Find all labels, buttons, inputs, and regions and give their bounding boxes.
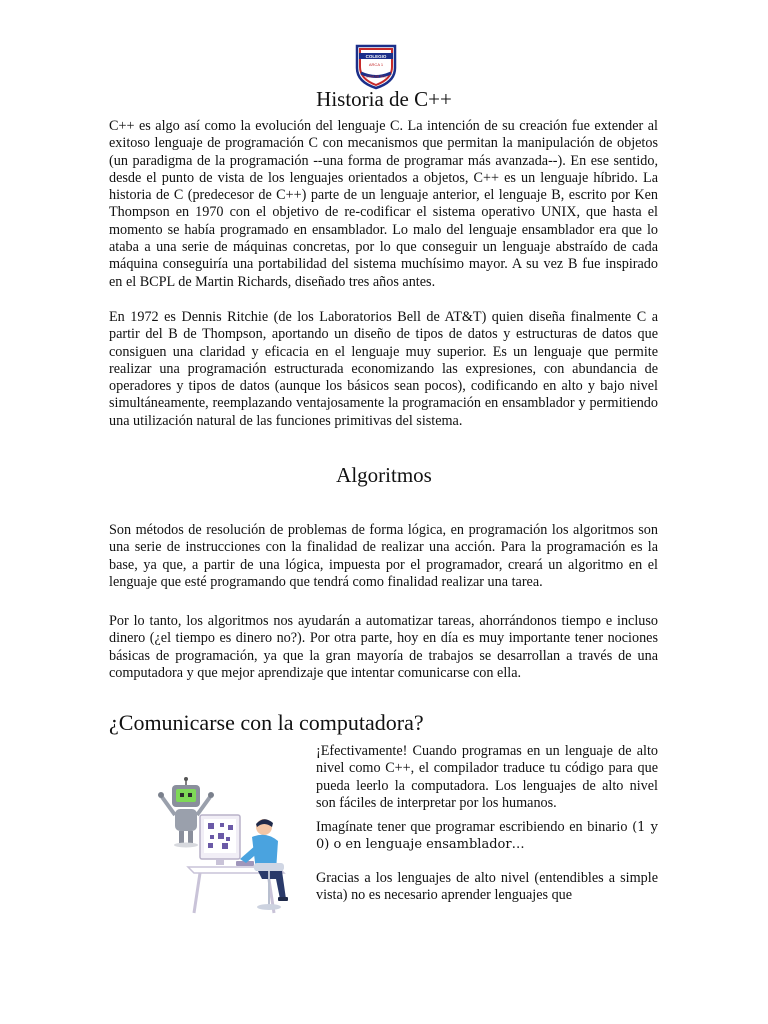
crest-bottom-text: CUNA DE SOL [365, 74, 387, 79]
programmer-robot-illustration [128, 775, 306, 920]
heading-historia: Historia de C++ [316, 87, 452, 111]
crest-top-text: COLEGIO [365, 54, 387, 59]
heading-comunicarse: ¿Comunicarse con la computadora? [109, 710, 424, 735]
paragraph-comunicarse-1: ¡Efectivamente! Cuando programas en un lenguaje de alto nivel como C++, el compilador traduce tu código para que pueda leerlo la computadora. Los lenguajes de alto nivel son fáciles de interpretar por los humanos. [316, 743, 658, 811]
paragraph-algoritmos-2: Por lo tanto, los algoritmos nos ayudarán a automatizar tareas, ahorrándonos tiempo e incluso dinero (¿el tiempo es dinero no?). Por otra parte, hoy en día es muy importante tener nociones básicas de programación, ya que la gran mayoría de trabajos se desarrollan a través de una computadora y que mejor aprendizaje que intentar comunicarse con ella. [109, 613, 658, 681]
paragraph-historia-2: En 1972 es Dennis Ritchie (de los Laboratorios Bell de AT&T) quien diseña finalmente C a partir del B de Thompson, aportando un diseño de tipos de datos y estructuras de datos que consiguen una claridad y eficacia en el lenguaje muy superior. Es un lenguaje que permite realizar una programación estructurada economizando las expresiones, con abundancia de operadores y tipos de datos (aunque los básicos sean pocos), codificando en alto y bajo nivel simultáneamente, reemplazando ventajosamente la programación en ensamblador y permitiendo una utilización natural de las funciones primitivas del sistema. [109, 309, 658, 429]
school-crest-logo [351, 40, 401, 90]
paragraph-algoritmos-1: Son métodos de resolución de problemas de forma lógica, en programación los algoritmos son una serie de instrucciones con la finalidad de realizar una acción. Para la programación es la base, ya que, a partir de una lógica, impuesta por el programador, creará un algoritmo en el lenguaje que esté programando que tendrá como finalidad realizar una tarea. [109, 522, 658, 590]
paragraph-comunicarse-3: Gracias a los lenguajes de alto nivel (entendibles a simple vista) no es necesario aprender lenguajes que [316, 870, 658, 904]
binary-sentence: Imagínate tener que programar escribiendo en binario [316, 819, 628, 835]
heading-algoritmos: Algoritmos [336, 463, 432, 487]
paragraph-historia-1: C++ es algo así como la evolución del lenguaje C. La intención de su creación fue extender al exitoso lenguaje de programación C con mecanismos que permitan la manipulación de objetos (un paradigma de la programación --una forma de programar más avanzada--). En ese sentido, desde el punto de vista de los lenguajes orientados a objetos, C++ es un lenguaje híbrido. La historia de C (predecesor de C++) parte de un lenguaje anterior, el lenguaje B, escrito por Ken Thompson en 1970 con el objetivo de re-codificar el sistema operativo UNIX, que hasta el momento se había programado en ensamblador. Lo malo del lenguaje ensamblador era que lo ataba a una serie de máquinas concretas, por lo que conseguir un lenguaje abstraído de cada máquina conseguiría una portabilidad del sistema muchísimo mayor. A su vez B fue inspirado en el BCPL de Martin Richards, diseñado tres años antes. [109, 118, 658, 290]
crest-middle-text: ARCA 1 [368, 62, 384, 67]
paragraph-comunicarse-2 [316, 819, 658, 854]
ensamblador-sentence: (1 y 0) o en lenguaje ensamblador… [316, 820, 659, 853]
